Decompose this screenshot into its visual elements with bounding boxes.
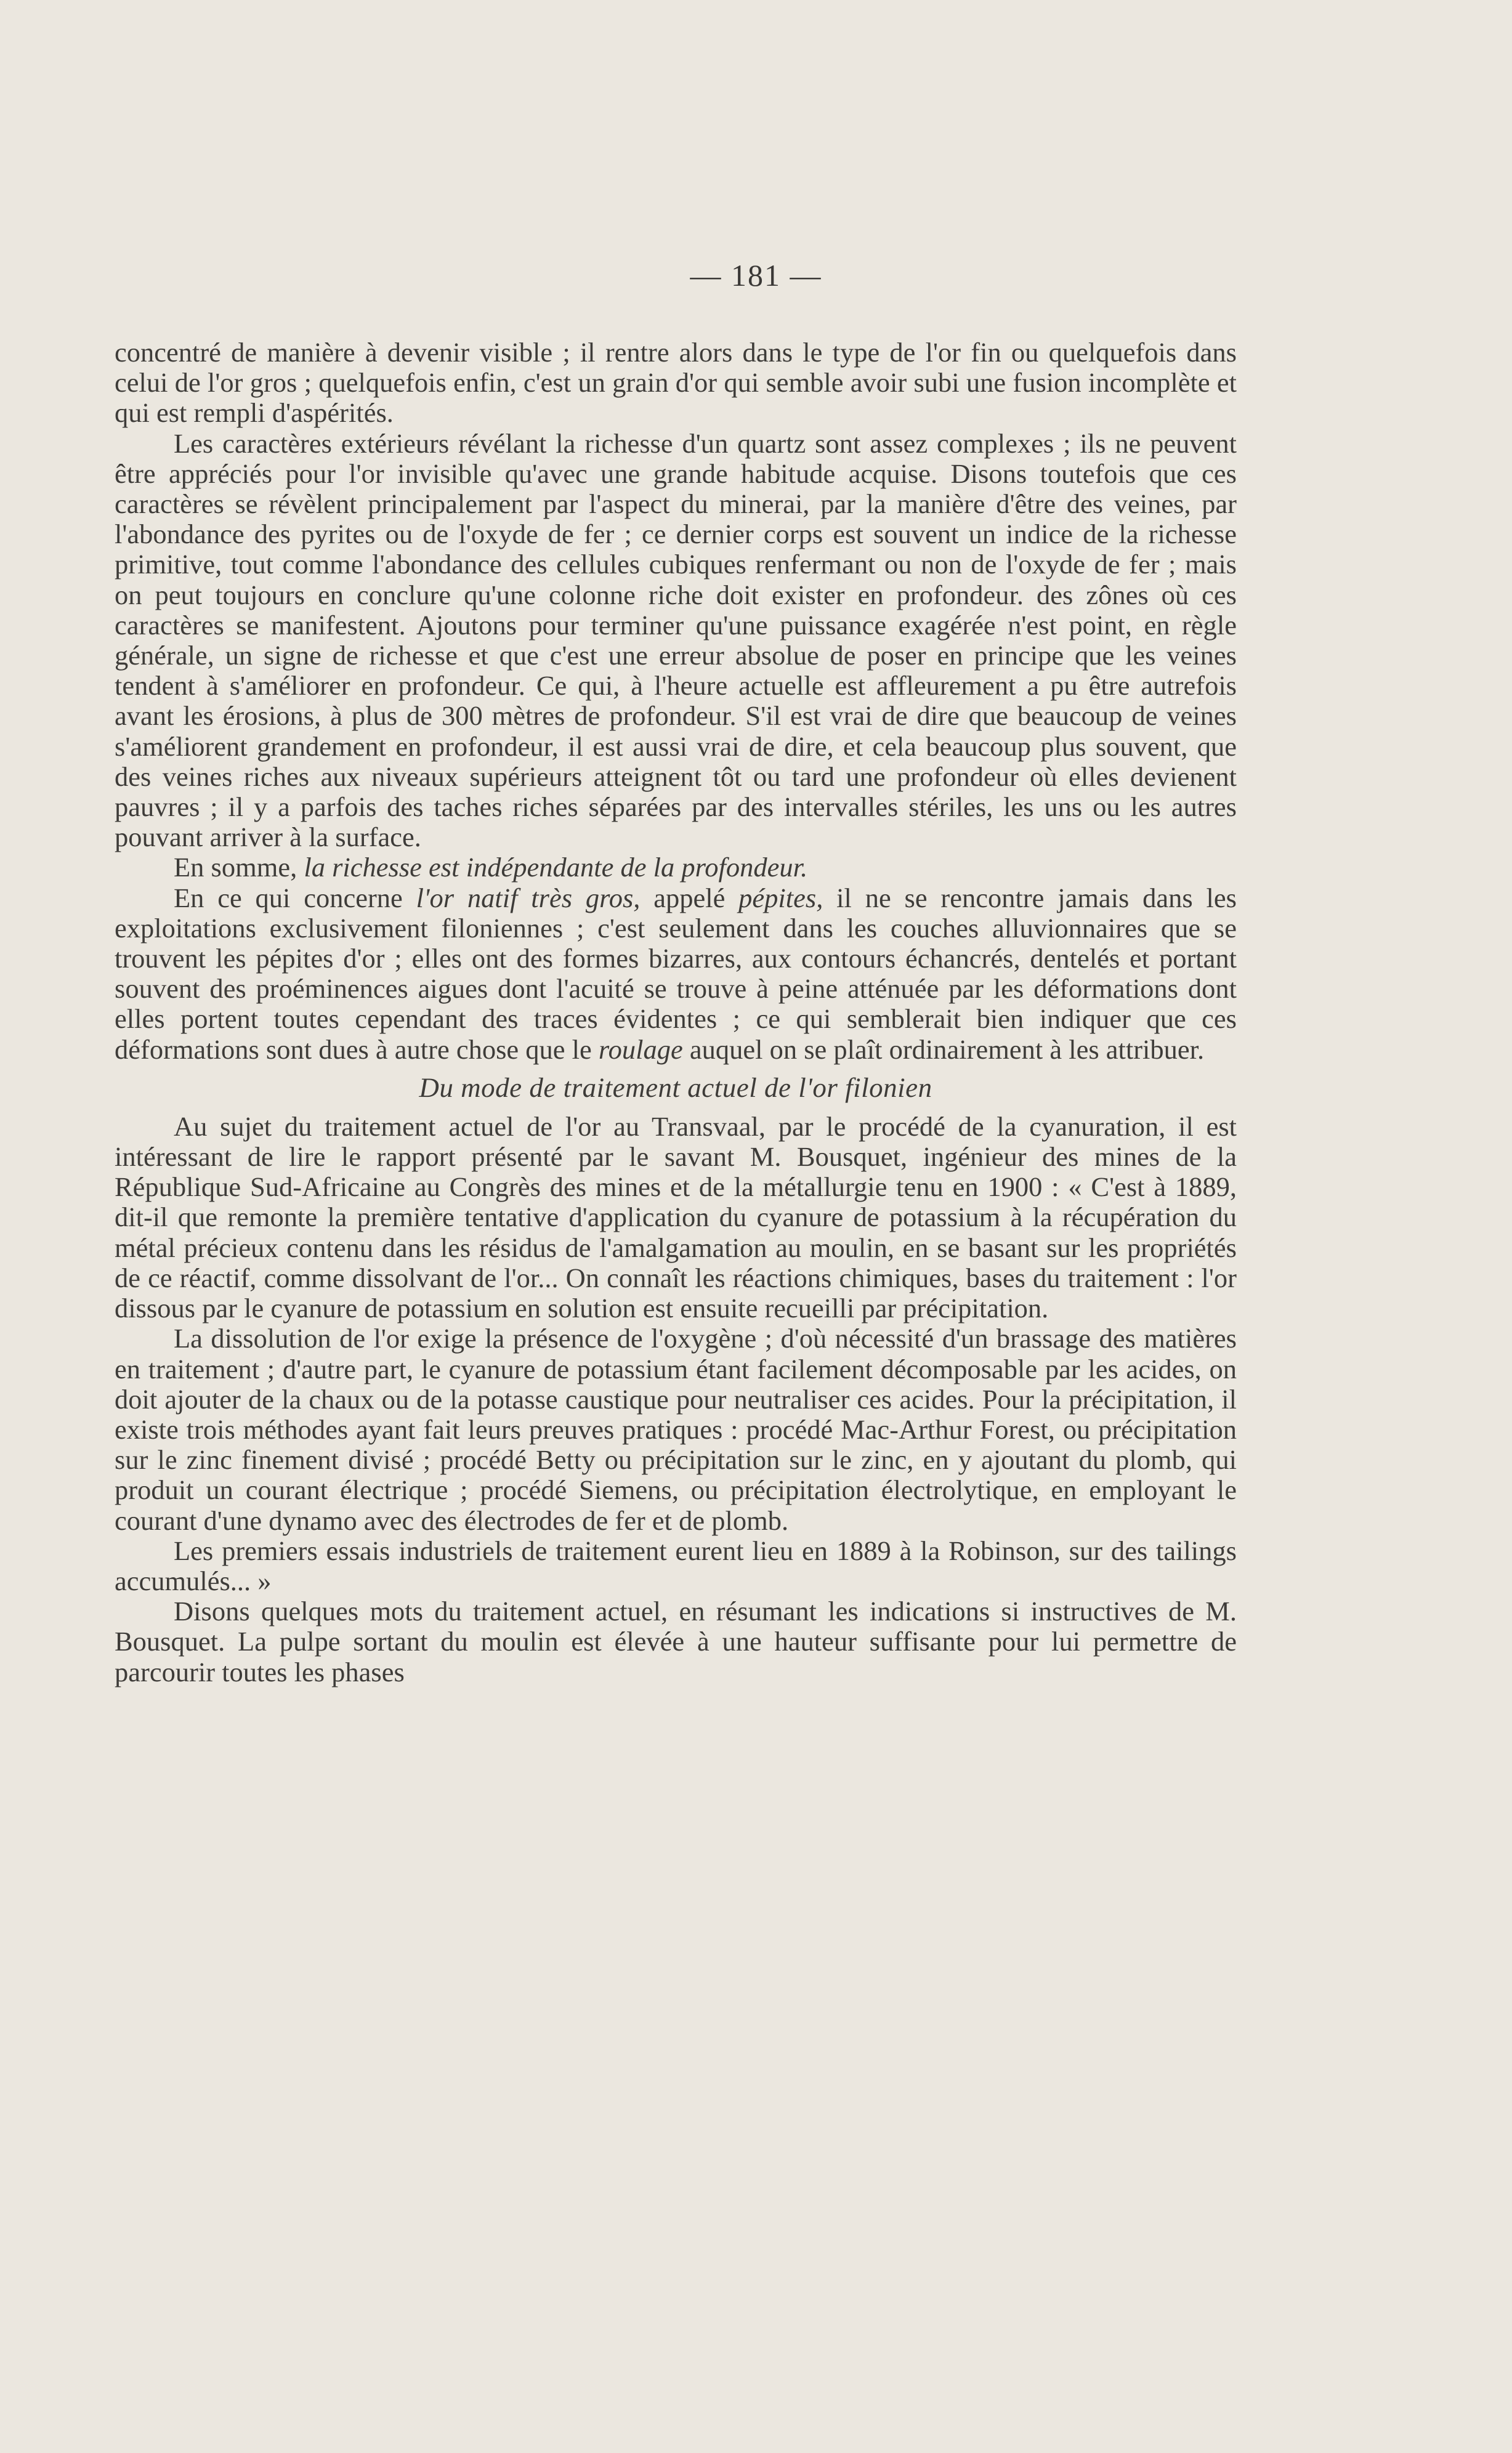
page-number: — 181 —	[690, 258, 822, 293]
paragraph-3-lead: En somme,	[174, 852, 304, 883]
paragraph-1: concentré de manière à devenir visible ; il rentre alors dans le type de l'or fin ou quelquefois dans celui de l'or gros ; quelquefois enfin, c'est un grain d'or qui semble avoir subi une fusion incomplète et qui est rempli d'aspérités.	[115, 337, 1237, 429]
paragraph-4	[115, 883, 1237, 1065]
paragraph-7: Les premiers essais industriels de traitement eurent lieu en 1889 à la Robinson, sur des tailings accumulés... »	[115, 1535, 1237, 1596]
paragraph-3	[115, 852, 1237, 883]
paragraph-4-part-c: il ne se rencontre jamais dans les exploitations exclusivement filoniennes ; c'est seulement dans les couches alluvionnaires que se trouvent les pépites d'or ; elles ont des formes bizarres, aux contours échancrés, dentelés et portant souvent des proéminences aigues dont l'acuité se trouve à peine atténuée par les déformations dont elles portent toutes cependant des traces évidentes ; ce qui semblerait bien indiquer que ces déformations sont dues à autre chose que le	[115, 882, 1237, 1065]
paragraph-4-part-b: appelé	[640, 882, 739, 913]
paragraph-4-part-d: auquel on se plaît ordinairement à les attribuer.	[682, 1033, 1205, 1065]
paragraph-5: Au sujet du traitement actuel de l'or au Transvaal, par le procédé de la cyanuration, il est intéressant de lire le rapport présenté par le savant M. Bousquet, ingénieur des mines de la République Sud-Africaine au Congrès des mines et de la métallurgie tenu en 1900 : « C'est à 1889, dit-il que remonte la première tentative d'application du cyanure de potassium à la récupération du métal précieux contenu dans les résidus de l'amalgamation au moulin, en se basant sur les propriétés de ce réactif, comme dissolvant de l'or... On connaît les réactions chimiques, bases du traitement : l'or dissous par le cyanure de potassium en solution est ensuite recueilli par précipitation.	[115, 1110, 1237, 1324]
paragraph-3-emphasis: la richesse est indépendante de la profondeur.	[304, 852, 808, 883]
paragraph-6: La dissolution de l'or exige la présence de l'oxygène ; d'où nécessité d'un brassage des matières en traitement ; d'autre part, le cyanure de potassium étant facilement décomposable par les acides, on doit ajouter de la chaux ou de la potasse caustique pour neutraliser ces acides. Pour la précipitation, il existe trois méthodes ayant fait leurs preuves pratiques : procédé Mac-Arthur Forest, ou précipitation sur le zinc finement divisé ; procédé Betty ou précipitation sur le zinc, en y ajoutant du plomb, qui produit un courant électrique ; procédé Siemens, ou précipitation électrolytique, en employant le courant d'une dynamo avec des électrodes de fer et de plomb.	[115, 1323, 1237, 1536]
paragraph-4-emphasis-1: l'or natif très gros,	[416, 882, 641, 913]
paragraph-4-emphasis-3: roulage	[598, 1033, 683, 1065]
section-heading: Du mode de traitement actuel de l'or filonien	[419, 1072, 932, 1103]
paragraph-4-emphasis-2: pépites,	[738, 882, 823, 913]
paragraph-2: Les caractères extérieurs révélant la richesse d'un quartz sont assez complexes ; ils ne peuvent être appréciés pour l'or invisible qu'avec une grande habitude acquise. Disons toutefois que ces caractères se révèlent principalement par l'aspect du minerai, par la manière d'être des veines, par l'abondance des pyrites ou de l'oxyde de fer ; ce dernier corps est souvent un indice de la richesse primitive, tout comme l'abondance des cellules cubiques renfermant ou non de l'oxyde de fer ; mais on peut toujours en conclure qu'une colonne riche doit exister en profondeur. des zônes où ces caractères se manifestent. Ajoutons pour terminer qu'une puissance exagérée n'est point, en règle générale, un signe de richesse et que c'est une erreur absolue de poser en principe que les veines tendent à s'améliorer en profondeur. Ce qui, à l'heure actuelle est affleurement a pu être autrefois avant les érosions, à plus de 300 mètres de profondeur. S'il est vrai de dire que beaucoup de veines s'améliorent grandement en profondeur, il est aussi vrai de dire, et cela beaucoup plus souvent, que des veines riches aux niveaux supérieurs atteignent tôt ou tard une profondeur où elles devienent pauvres ; il y a parfois des taches riches séparées par des intervalles stériles, les uns ou les autres pouvant arriver à la surface.	[115, 427, 1237, 853]
body-text	[115, 337, 1237, 1687]
paragraph-4-part-a: En ce qui concerne	[174, 882, 416, 913]
paragraph-8: Disons quelques mots du traitement actuel, en résumant les indications si instructives de M. Bousquet. La pulpe sortant du moulin est élevée à une hauteur suffisante pour lui permettre de parcourir toutes les phases	[115, 1596, 1237, 1687]
